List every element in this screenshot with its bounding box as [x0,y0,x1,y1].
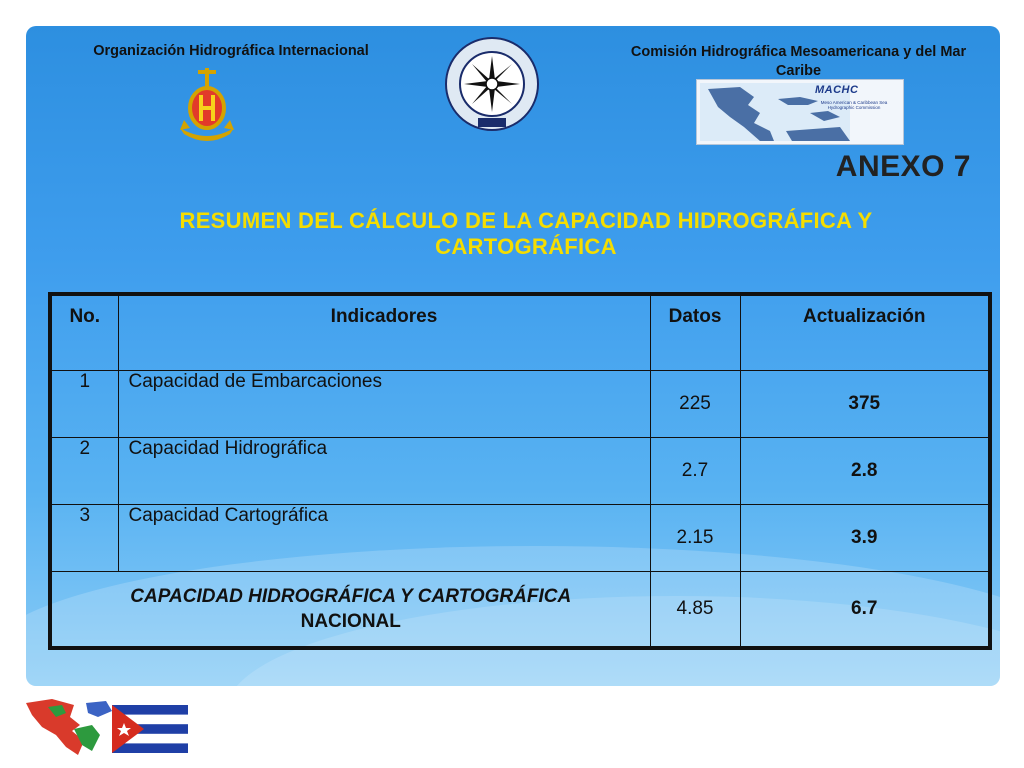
slide-background [26,26,1000,686]
column-header-indicadores: Indicadores [118,294,650,371]
row-datos: 2.15 [650,505,740,572]
total-label [50,572,650,649]
ihb-anchor-logo-icon [174,62,240,148]
cuba-hydrographic-seal-icon [444,36,540,132]
total-datos: 4.85 [650,572,740,649]
total-label-line1: CAPACIDAD HIDROGRÁFICA Y CARTOGRÁFICA [130,586,572,607]
row-actualizacion: 375 [740,371,990,438]
table-total-row [50,572,990,649]
row-indicator: Capacidad Hidrográfica [118,438,650,505]
annex-label: ANEXO 7 [835,150,971,183]
summary-table [48,292,992,650]
machc-logo-label: MACHC [815,84,859,96]
row-indicator: Capacidad de Embarcaciones [118,371,650,438]
column-header-actualizacion: Actualización [740,294,990,371]
row-actualizacion: 3.9 [740,505,990,572]
table-row [50,438,990,505]
table-row [50,371,990,438]
row-datos: 2.7 [650,438,740,505]
row-number: 2 [50,438,118,505]
column-header-datos: Datos [650,294,740,371]
page-title: RESUMEN DEL CÁLCULO DE LA CAPACIDAD HIDROGRÁFICA Y CARTOGRÁFICA [179,208,873,259]
table-header-row [50,294,990,371]
row-number: 1 [50,371,118,438]
americas-map-cuba-flag-icon [22,695,194,759]
column-header-no: No. [50,294,118,371]
row-number: 3 [50,505,118,572]
total-label-line2: NACIONAL [300,611,401,632]
machc-logo-subtext: Meso American & Caribbean Sea Hydrographic Commission [820,100,888,110]
row-actualizacion: 2.8 [740,438,990,505]
row-datos: 225 [650,371,740,438]
table-row [50,505,990,572]
row-indicator: Capacidad Cartográfica [118,505,650,572]
left-organization-name: Organización Hidrográfica Internacional [93,43,369,59]
total-actualizacion: 6.7 [740,572,990,649]
machc-map-logo-icon [696,79,904,145]
right-organization-name: Comisión Hidrográfica Mesoamericana y del Mar Caribe [630,44,967,79]
